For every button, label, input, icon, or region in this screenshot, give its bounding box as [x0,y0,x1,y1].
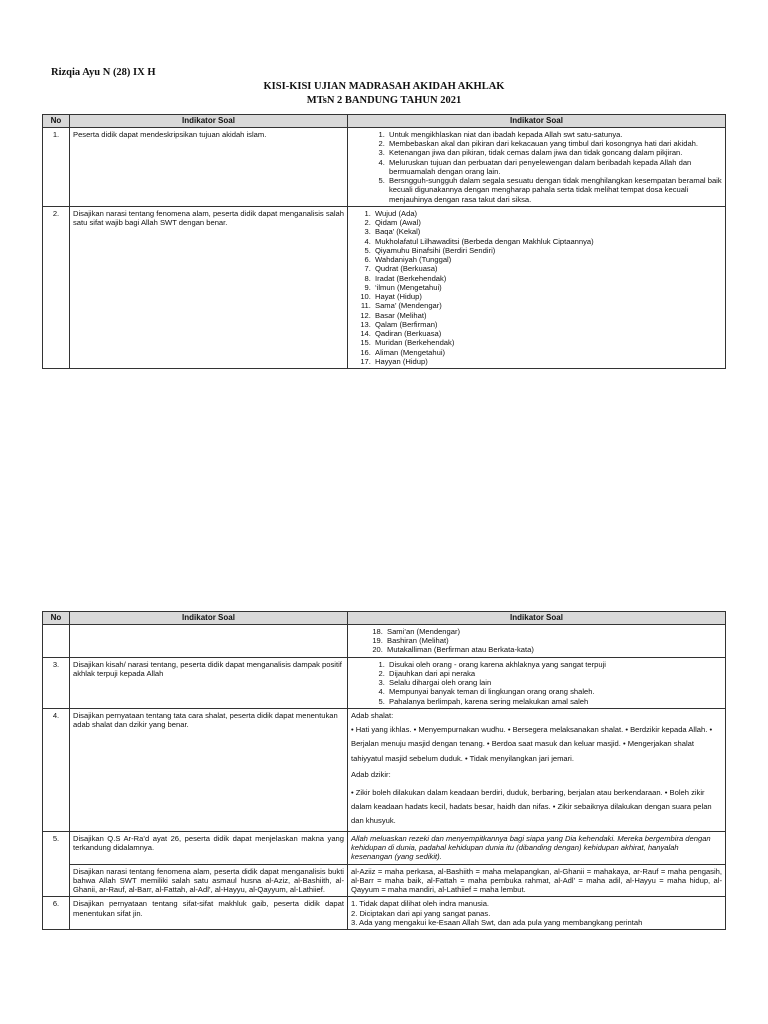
answer-list [351,130,722,204]
row-number: 4. [43,708,70,831]
row-indicator: Disajikan pernyataan tentang sifat-sifat makhluk gaib, peserta didik dapat menentukan sifat jin. [70,897,348,930]
adab-dzikir-text: • Zikir boleh dilakukan dalam keadaan berdiri, duduk, berbaring, berjalan atau berkendaraan. • Boleh zikir dalam keadaan hadats kecil, hadats besar, haidh dan nifas. • Zikir sebaiknya dilakukan dengan suara pelan dan khusyuk. [351,787,712,826]
table-header-row [43,115,726,128]
table-row [43,708,726,831]
list-item: 7. Qudrat (Berkuasa) [373,264,722,273]
header-no: No [43,115,70,128]
table-header-row [43,612,726,625]
list-item: 15. Muridan (Berkehendak) [373,338,722,347]
list-item: 3. Ada yang mengakui ke-Esaan Allah Swt, dan ada pula yang membangkang perintah [351,917,643,927]
row-answer: Allah meluaskan rezeki dan menyempitkannya bagi siapa yang Dia kehendaki. Mereka bergembira dengan kehidupan di dunia, padahal kehidupan dunia itu (dibanding dengan) kehidupan akhirat, hanyalah kesenangan (yang sedikit). [348,831,726,864]
row-number: 3. [43,657,70,708]
header-indikator: Indikator Soal [70,115,348,128]
row-number: 6. [43,897,70,930]
list-item: 11. Sama’ (Mendengar) [373,301,722,310]
list-item: 4. Mempunyai banyak teman di lingkungan orang orang shaleh. [387,687,722,696]
header-indikator-2: Indikator Soal [348,115,726,128]
list-item: 13. Qalam (Berfirman) [373,320,722,329]
header-indikator: Indikator Soal [70,612,348,625]
list-item: 2. Qidam (Awal) [373,218,722,227]
row-number: 2. [43,206,70,368]
list-item: 4. Mukholafatul Lilhawaditsi (Berbeda dengan Makhluk Ciptaannya) [373,237,722,246]
row-indicator: Disajikan kisah/ narasi tentang, peserta didik dapat menganalisis dampak positif akhlak terpuji kepada Allah [70,657,348,708]
list-item: 4. Meluruskan tujuan dan perbuatan dari penyelewengan dalam beribadah kepada Allah dan bermuamalah dengan orang lain. [387,158,722,177]
list-item: 2. Dijauhkan dari api neraka [387,669,722,678]
list-item: 3. Selalu dihargai oleh orang lain [387,678,722,687]
row-indicator: Disajikan Q.S Ar-Ra’d ayat 26, peserta didik dapat menjelaskan makna yang terkandung didalamnya. [70,831,348,864]
table-row-continued [43,624,726,657]
row-answer [348,897,726,930]
list-item: 19. Bashiran (Melihat) [385,636,722,645]
row-answer [348,708,726,831]
list-item: 8. Iradat (Berkehendak) [373,274,722,283]
table-row [43,127,726,206]
list-item: 18. Sami’an (Mendengar) [385,627,722,636]
row-number: 1. [43,127,70,206]
table-kisi-kisi-2 [42,611,726,930]
row-answer [348,624,726,657]
document-subtitle: MTsN 2 BANDUNG TAHUN 2021 [306,95,462,106]
table-kisi-kisi-1 [42,114,726,369]
list-item: 3. Baqa’ (Kekal) [373,227,722,236]
table-row [43,864,726,897]
list-item: 3. Ketenangan jiwa dan pikiran, tidak cemas dalam jiwa dan tidak goncang dalam pikjiran. [387,148,722,157]
list-item: 1. Untuk mengikhlaskan niat dan ibadah kepada Allah swt satu-satunya. [387,130,722,139]
row-indicator: Disajikan pernyataan tentang tata cara shalat, peserta didik dapat menentukan adab shalat dan dzikir yang benar. [70,708,348,831]
row-answer [348,657,726,708]
list-item: 1. Wujud (Ada) [373,209,722,218]
list-item: 17. Hayyan (Hidup) [373,357,722,366]
row-number: 5. [43,831,70,897]
document-title: KISI-KISI UJIAN MADRASAH AKIDAH AKHLAK [263,81,505,92]
list-item: 1. Tidak dapat dilihat oleh indra manusia. [351,899,490,909]
header-indikator-2: Indikator Soal [348,612,726,625]
list-item: 5. Pahalanya berlimpah, karena sering melakukan amal saleh [387,697,722,706]
row-answer: al-Aziiz = maha perkasa, al-Bashiith = maha melapangkan, al-Ghanii = mahakaya, ar-Rauf = maha pengasih, al-Barr = maha baik, al-Fattah = maha pembuka rahmat, al-Adl’ = maha adil, al-Hayyu = maha hidup, al-Qayyum = maha mandiri, al-Lathiief = maha lembut. [348,864,726,897]
list-item: 2. Diciptakan dari api yang sangat panas. [351,908,491,918]
row-answer [348,127,726,206]
table-row [43,206,726,368]
list-item: 20. Mutakalliman (Berfirman atau Berkata-kata) [385,645,722,654]
list-item: 1. Disukai oleh orang - orang karena akhlaknya yang sangat terpuji [387,660,722,669]
list-item: 9. ‘ilmun (Mengetahui) [373,283,722,292]
table-row [43,831,726,864]
header-no: No [43,612,70,625]
table-row [43,897,726,930]
list-item: 14. Qadiran (Berkuasa) [373,329,722,338]
list-item: 6. Wahdaniyah (Tunggal) [373,255,722,264]
list-item: 16. Aliman (Mengetahui) [373,348,722,357]
list-item: 12. Basar (Melihat) [373,311,722,320]
adab-shalat-title: Adab shalat: [351,710,394,720]
table-row [43,657,726,708]
adab-dzikir-title: Adab dzikir: [351,770,391,780]
answer-list [351,660,722,706]
row-indicator: Disajikan narasi tentang fenomena alam, peserta didik dapat menganalisis bukti bahwa Allah SWT memiliki salah satu asmaul husna al-Aziz, al-Bashiith, al-Ghanii, ar-Rauf, al-Barr, al-Fattah, al-Adl’, al-Hayyu, al-Qayyum, al-Lathiief. [70,864,348,897]
adab-shalat-text: • Hati yang ikhlas. • Menyempurnakan wudhu. • Bersegera melaksanakan shalat. • Berdzikir kepada Allah. • Berjalan menuju masjid dengan tenang. • Berdoa saat masuk dan keluar masjid. • Mengerjakan shalat tahiyyatul masjid sebelum duduk. • Tidak menyilangkan jari jemari. [351,725,713,763]
list-item: 2. Membebaskan akal dan pikiran dari kekacauan yang timbul dari kosongnya hati dari akidah. [387,139,722,148]
row-indicator: Disajikan narasi tentang fenomena alam, peserta didik dapat menganalisis salah satu sifat wajib bagi Allah SWT dengan benar. [70,206,348,368]
answer-list [351,627,722,655]
list-item: 5. Qiyamuhu Binafsihi (Berdiri Sendiri) [373,246,722,255]
author-line: Rizqia Ayu N (28) IX H [51,67,156,78]
answer-list [351,209,722,366]
list-item: 10. Hayat (Hidup) [373,292,722,301]
row-indicator: Peserta didik dapat mendeskripsikan tujuan akidah islam. [70,127,348,206]
row-answer [348,206,726,368]
list-item: 5. Bersngguh-sungguh dalam segala sesuatu dengan tidak menghilangkan kesempatan beramal baik kecuali digunakannya dengan mengharap pahala serta tidak melihat tempat dosa kecuali menjauhinya dengan rasa takut dari siksa. [387,176,722,204]
